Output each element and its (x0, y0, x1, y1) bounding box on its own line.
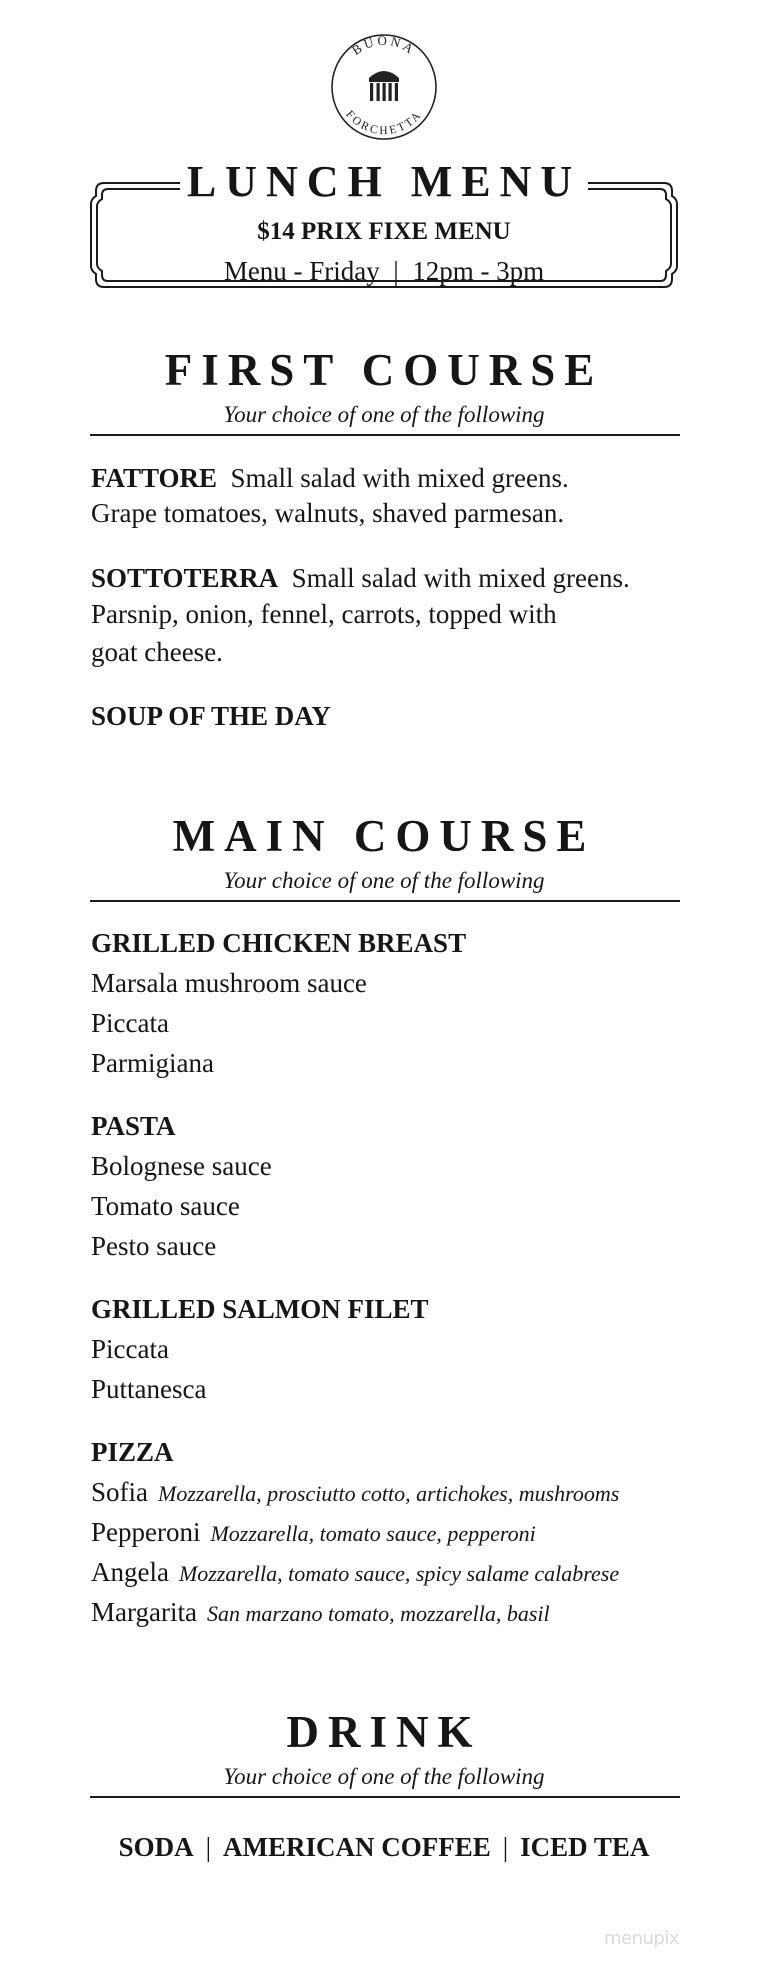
drink-options (0, 1832, 768, 1863)
first-course-title: FIRST COURSE (164, 345, 604, 395)
menu-group-heading: GRILLED SALMON FILET (91, 1294, 429, 1324)
fork-icon (369, 71, 399, 101)
first-course-divider (90, 434, 680, 436)
menu-hours: Menu - Friday | 12pm - 3pm (223, 256, 545, 286)
pizza-item: Pepperoni Mozzarella, tomato sauce, pepperoni (91, 1517, 536, 1547)
first-course-line: Parsnip, onion, fennel, carrots, topped with (91, 599, 557, 629)
first-course-line: goat cheese. (91, 637, 223, 667)
drink-title: DRINK (286, 1707, 482, 1757)
menu-group-heading: GRILLED CHICKEN BREAST (91, 928, 467, 958)
menu-item: Tomato sauce (91, 1191, 240, 1221)
drink-separator: | (205, 1832, 211, 1862)
first-course-line: FATTORE Small salad with mixed greens. (91, 463, 569, 493)
drink-item: SODA (118, 1832, 194, 1862)
drink-divider (90, 1796, 680, 1798)
menu-item: Pesto sauce (91, 1231, 217, 1261)
buona-forchetta-logo (325, 28, 443, 146)
menu-item: Puttanesca (91, 1374, 207, 1404)
first-course-line: SOTTOTERRA Small salad with mixed greens. (91, 563, 630, 593)
prix-fixe-label: $14 PRIX FIXE MENU (257, 218, 511, 245)
main-course-title: MAIN COURSE (172, 811, 596, 861)
menu-item: Piccata (91, 1008, 169, 1038)
menu-group-heading: PIZZA (91, 1437, 174, 1467)
first-course-line: Grape tomatoes, walnuts, shaved parmesan. (91, 498, 565, 528)
menu-title: LUNCH MENU (186, 157, 582, 206)
main-course-choice: Your choice of one of the following (223, 868, 545, 893)
menu-item: Parmigiana (91, 1048, 214, 1078)
logo-text-bottom: FORCHETTA (343, 108, 425, 138)
drink-item: AMERICAN COFFEE (222, 1832, 491, 1862)
logo-text-top: BUONA (349, 32, 419, 58)
menu-item: Bolognese sauce (91, 1151, 272, 1181)
drink-choice: Your choice of one of the following (223, 1764, 545, 1789)
pizza-item: Angela Mozzarella, tomato sauce, spicy salame calabrese (91, 1557, 620, 1587)
pizza-item: Margarita San marzano tomato, mozzarella, basil (91, 1597, 550, 1627)
drink-separator: | (502, 1832, 509, 1862)
first-course-choice: Your choice of one of the following (223, 402, 545, 427)
pizza-item: Sofia Mozzarella, prosciutto cotto, artichokes, mushrooms (91, 1477, 620, 1507)
svg-text:FORCHETTA (343, 108, 424, 137)
drink-item: ICED TEA (520, 1832, 650, 1862)
watermark: menupix (604, 1928, 680, 1949)
menu-group-heading: PASTA (91, 1111, 176, 1141)
main-course-divider (90, 900, 680, 902)
menu-item: Marsala mushroom sauce (91, 968, 367, 998)
svg-text:BUONA (349, 33, 419, 58)
first-course-line: SOUP OF THE DAY (91, 701, 331, 731)
menu-item: Piccata (91, 1334, 169, 1364)
